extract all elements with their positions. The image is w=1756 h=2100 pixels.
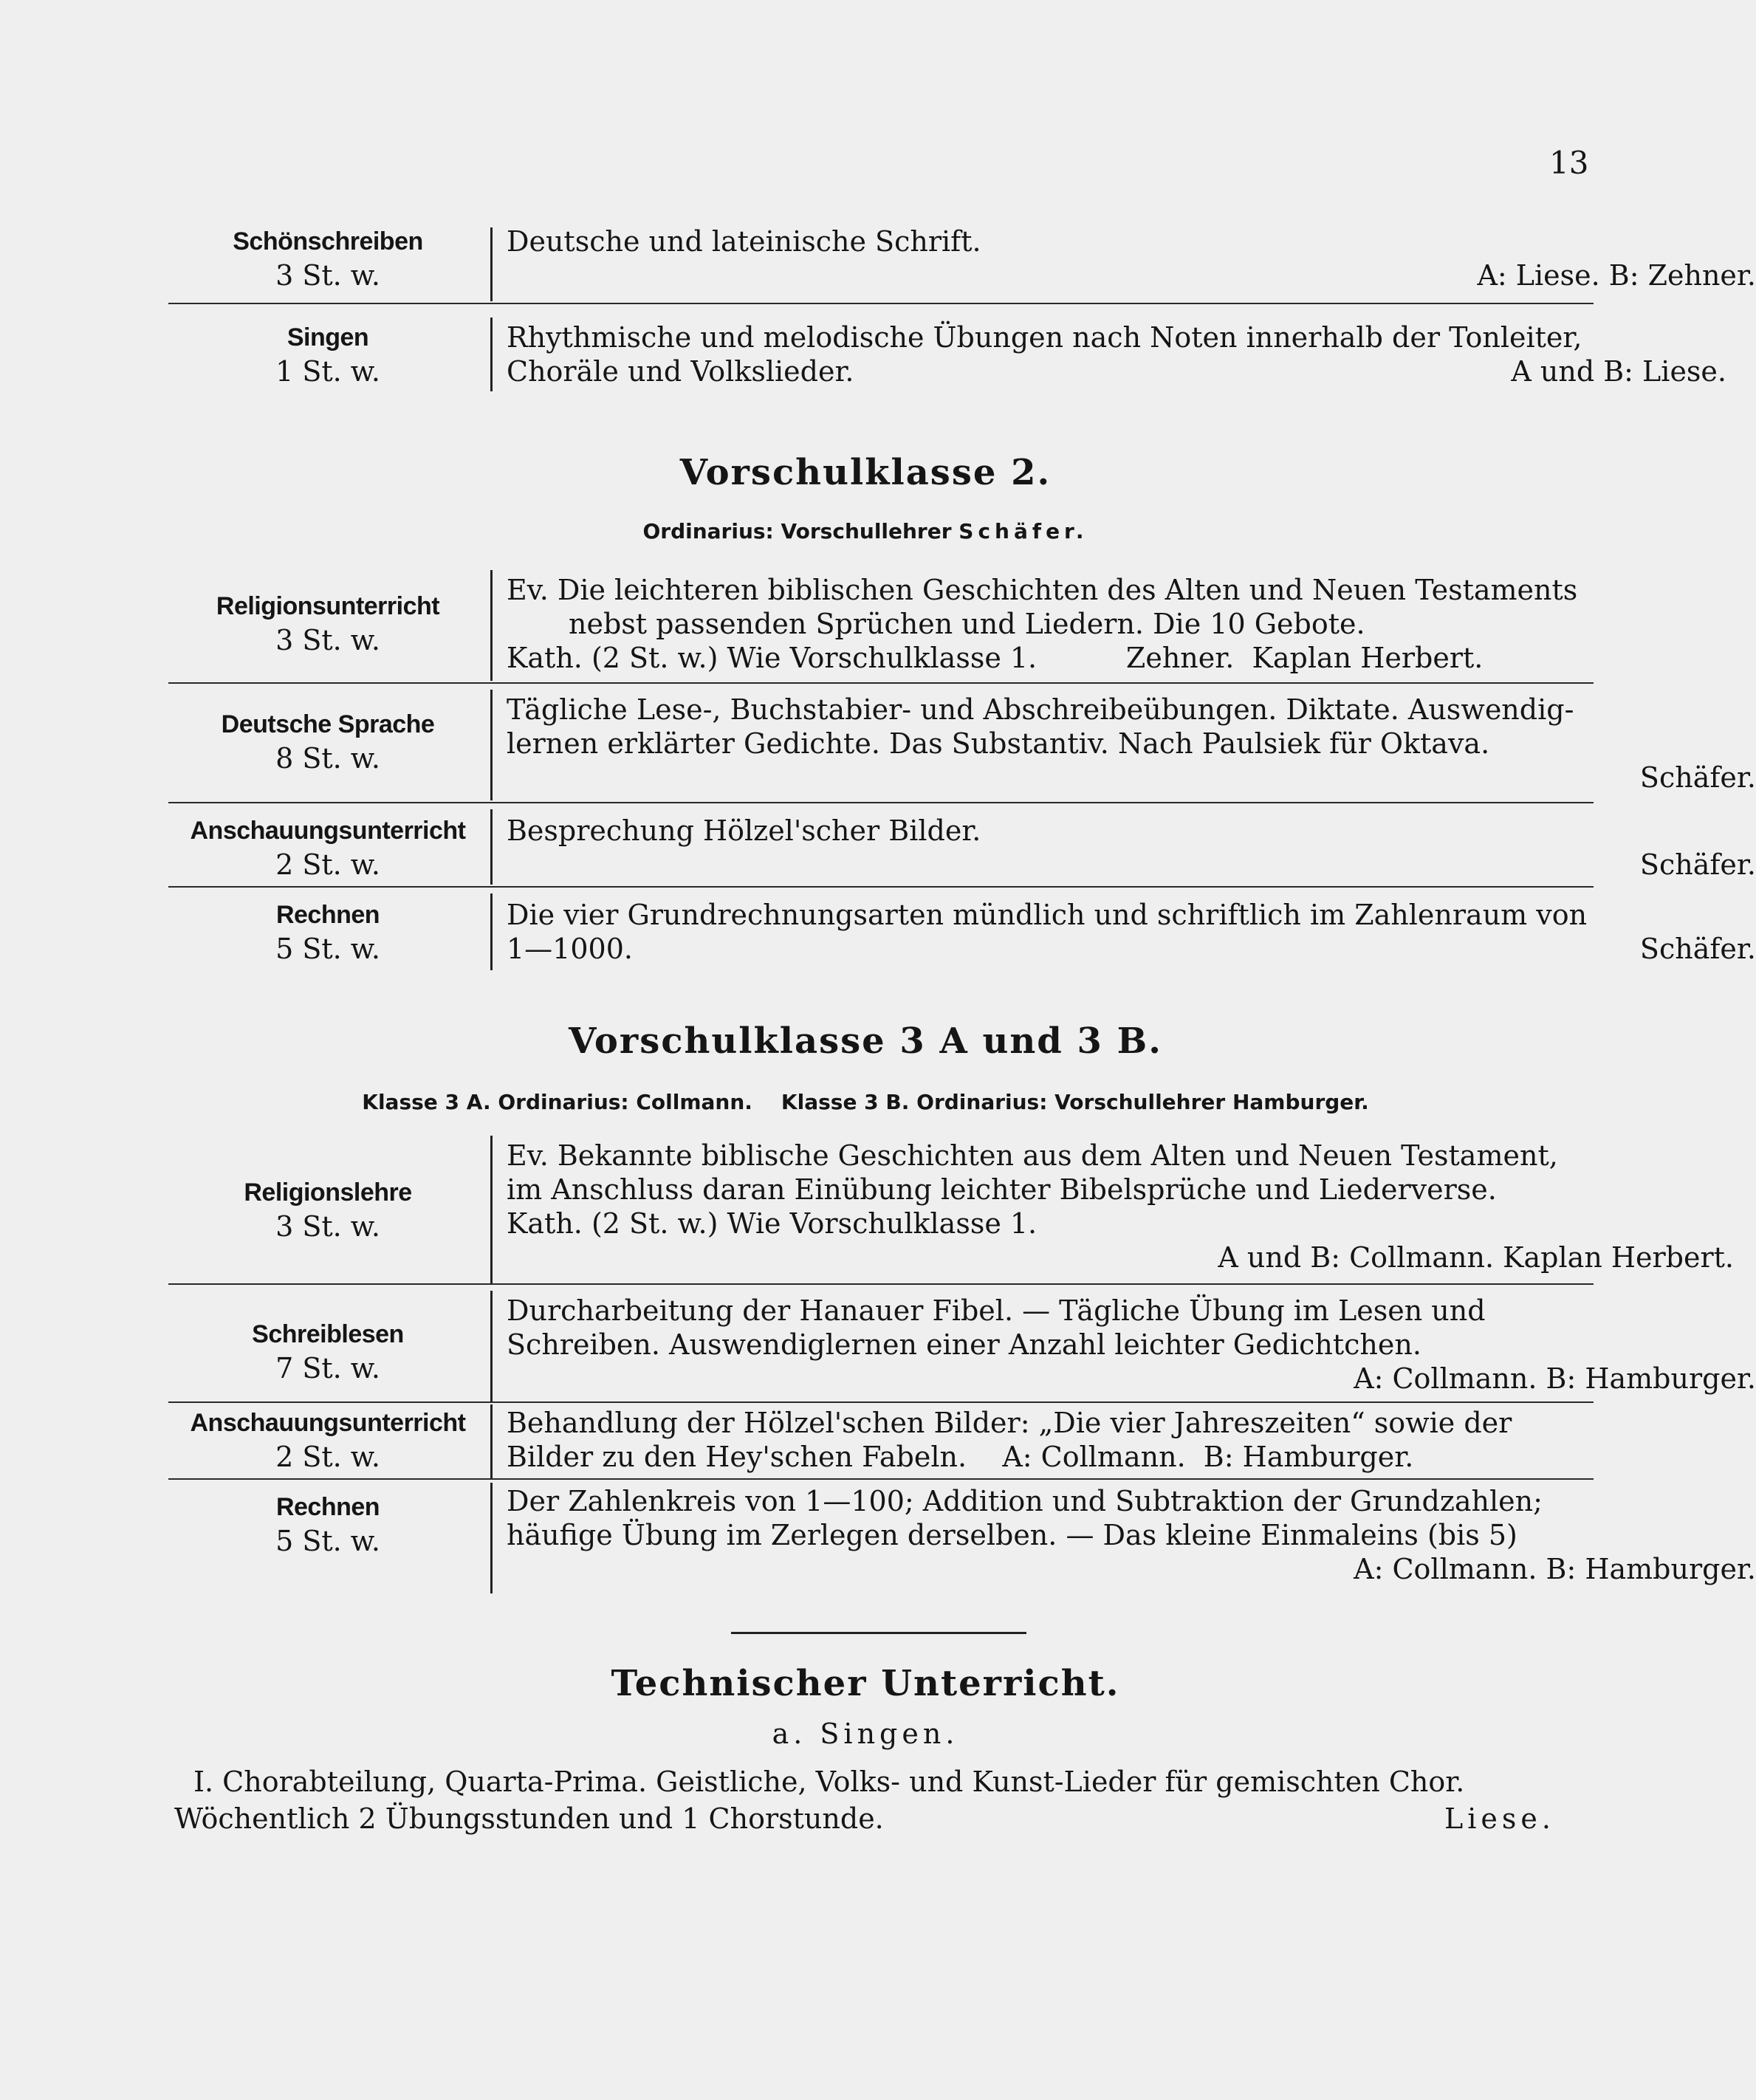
- column-divider: [490, 1291, 493, 1401]
- row-content: [507, 573, 1756, 675]
- table-row: [168, 1136, 1734, 1285]
- subject-hours: 3 St. w.: [275, 259, 380, 292]
- subject-name: Rechnen: [275, 1493, 380, 1521]
- content-line: häufige Übung im Zerlegen derselben. — Das kleine Einmaleins (bis 5): [507, 1519, 1517, 1551]
- content-line: Kath. (2 St. w.) Wie Vorschulklasse 1.: [507, 1207, 1038, 1240]
- teacher-names: A: Collmann. B: Hamburger.: [1354, 1362, 1756, 1395]
- row-content: [507, 693, 1756, 795]
- content-line: Tägliche Lese-, Buchstabier- und Abschreibeübungen. Diktate. Auswendig-: [507, 693, 1574, 726]
- content-line: [174, 1800, 1592, 1837]
- ordinarius-label: Ordinarius: Vorschullehrer: [642, 519, 952, 543]
- subject-cell: [168, 707, 487, 775]
- content-line: Rhythmische und melodische Übungen nach Noten innerhalb der Tonleiter,: [507, 321, 1582, 354]
- content-line: Deutsche und lateinische Schrift.: [507, 225, 981, 258]
- column-divider: [490, 318, 493, 391]
- teacher-names: A und B: Collmann. Kaplan Herbert.: [1218, 1241, 1734, 1274]
- column-divider: [490, 1404, 493, 1478]
- subject-name: Anschauungsunterricht: [190, 1409, 466, 1437]
- ordinarius-line: [0, 1090, 1731, 1114]
- content-line: Der Zahlenkreis von 1—100; Addition und Subtraktion der Grundzahlen;: [507, 1485, 1543, 1517]
- subject-cell: [168, 224, 487, 292]
- table-row: [168, 1404, 1594, 1480]
- subject-hours: 5 St. w.: [275, 933, 380, 965]
- column-divider: [490, 227, 493, 301]
- section-heading: Vorschulklasse 3 A und 3 B.: [569, 1020, 1162, 1062]
- content-line: Ev. Bekannte biblische Geschichten aus dem Alten und Neuen Testament,: [507, 1139, 1558, 1172]
- subject-cell: [168, 1176, 487, 1243]
- row-content: [507, 898, 1756, 966]
- table-row: [168, 690, 1756, 803]
- content-line: I. Chorabteilung, Quarta-Prima. Geistliche, Volks- und Kunst-Lieder für gemischten Chor.: [193, 1766, 1465, 1798]
- table-row: [168, 570, 1594, 684]
- row-content: [507, 1406, 1756, 1474]
- row-content: [507, 1139, 1756, 1274]
- subject-hours: 3 St. w.: [275, 624, 380, 656]
- column-divider: [490, 1136, 493, 1283]
- subsection-heading: a. Singen.: [772, 1718, 959, 1750]
- table-row: [168, 1483, 1756, 1593]
- table-row: [168, 893, 1756, 970]
- column-divider: [490, 809, 493, 885]
- teacher-names: A: Liese. B: Zehner.: [1477, 259, 1756, 292]
- subject-name: Schreiblesen: [252, 1320, 404, 1348]
- section-heading: Vorschulklasse 2.: [679, 452, 1052, 493]
- column-divider: [490, 1483, 493, 1593]
- teacher-names: Schäfer.: [1639, 848, 1756, 881]
- subject-hours: 7 St. w.: [275, 1352, 380, 1384]
- table-row: [168, 222, 1756, 304]
- subject-name: Rechnen: [275, 901, 380, 929]
- technical-content: [174, 1763, 1592, 1837]
- subject-name: Religionslehre: [244, 1178, 412, 1207]
- subject-hours: 3 St. w.: [275, 1210, 380, 1243]
- content-line: [507, 932, 1756, 966]
- content-line: Schreiben. Auswendiglernen einer Anzahl leichter Gedichtchen.: [507, 1328, 1421, 1361]
- table-row: [168, 809, 1756, 888]
- subject-name: Singen: [287, 323, 369, 351]
- table-row: [168, 318, 1726, 399]
- subject-name: Religionsunterricht: [216, 592, 440, 620]
- column-divider: [490, 893, 493, 970]
- subject-cell: [168, 589, 487, 657]
- subject-hours: 2 St. w.: [275, 848, 380, 881]
- row-content: [507, 320, 1756, 388]
- content-text: Wöchentlich 2 Übungsstunden und 1 Chorstunde.: [174, 1802, 884, 1835]
- column-divider: [490, 570, 493, 681]
- row-content: [507, 814, 1756, 882]
- ordinarius-line: [0, 519, 1731, 543]
- content-text: Choräle und Volkslieder.: [507, 355, 854, 388]
- teacher-names: Schäfer.: [1639, 761, 1756, 794]
- ordinarius-name: Schäfer.: [958, 519, 1088, 543]
- teacher-names: A und B: Liese.: [1511, 355, 1726, 388]
- content-line: Behandlung der Hölzel'schen Bilder: „Die vier Jahreszeiten“ sowie der: [507, 1407, 1512, 1439]
- ordinarius-a: Klasse 3 A. Ordinarius: Collmann.: [362, 1090, 752, 1114]
- subject-hours: 8 St. w.: [275, 742, 380, 775]
- content-line: [507, 354, 1756, 388]
- content-text: 1—1000.: [507, 933, 633, 965]
- teacher-names: Liese.: [1444, 1802, 1555, 1835]
- content-line: im Anschluss daran Einübung leichter Bibelsprüche und Liederverse.: [507, 1173, 1497, 1206]
- subject-cell: [168, 1490, 487, 1558]
- subject-cell: [168, 814, 487, 882]
- subject-hours: 1 St. w.: [275, 355, 380, 388]
- content-line: Ev. Die leichteren biblischen Geschichten des Alten und Neuen Testaments: [507, 574, 1578, 606]
- row-content: [507, 224, 1756, 292]
- subject-hours: 5 St. w.: [275, 1525, 380, 1557]
- subject-hours: 2 St. w.: [275, 1441, 380, 1473]
- section-divider: [731, 1632, 1026, 1634]
- subject-cell: [168, 1406, 487, 1474]
- content-line: Kath. (2 St. w.) Wie Vorschulklasse 1. Zehner. Kaplan Herbert.: [507, 642, 1484, 674]
- subject-name: Schönschreiben: [233, 227, 423, 255]
- page-number: 13: [1549, 145, 1589, 181]
- column-divider: [490, 690, 493, 800]
- row-content: [507, 1484, 1756, 1586]
- content-line: Besprechung Hölzel'scher Bilder.: [507, 814, 981, 847]
- row-content: [507, 1294, 1756, 1396]
- table-row: [168, 1291, 1756, 1403]
- teacher-names: A: Collmann. B: Hamburger.: [1354, 1553, 1756, 1585]
- content-line: Bilder zu den Hey'schen Fabeln. A: Collmann. B: Hamburger.: [507, 1441, 1414, 1473]
- subject-cell: [168, 320, 487, 388]
- subject-name: Deutsche Sprache: [221, 710, 435, 738]
- section-heading: Technischer Unterricht.: [611, 1663, 1120, 1704]
- content-line: Die vier Grundrechnungsarten mündlich und schriftlich im Zahlenraum von: [507, 899, 1588, 931]
- ordinarius-b: Klasse 3 B. Ordinarius: Vorschullehrer Hamburger.: [781, 1090, 1369, 1114]
- subject-cell: [168, 1317, 487, 1385]
- content-line: Durcharbeitung der Hanauer Fibel. — Tägliche Übung im Lesen und: [507, 1294, 1486, 1327]
- teacher-names: Schäfer.: [1639, 933, 1756, 965]
- content-line: nebst passenden Sprüchen und Liedern. Die 10 Gebote.: [569, 608, 1365, 640]
- subject-name: Anschauungsunterricht: [190, 817, 466, 845]
- subject-cell: [168, 898, 487, 966]
- content-line: lernen erklärter Gedichte. Das Substantiv. Nach Paulsiek für Oktava.: [507, 727, 1490, 760]
